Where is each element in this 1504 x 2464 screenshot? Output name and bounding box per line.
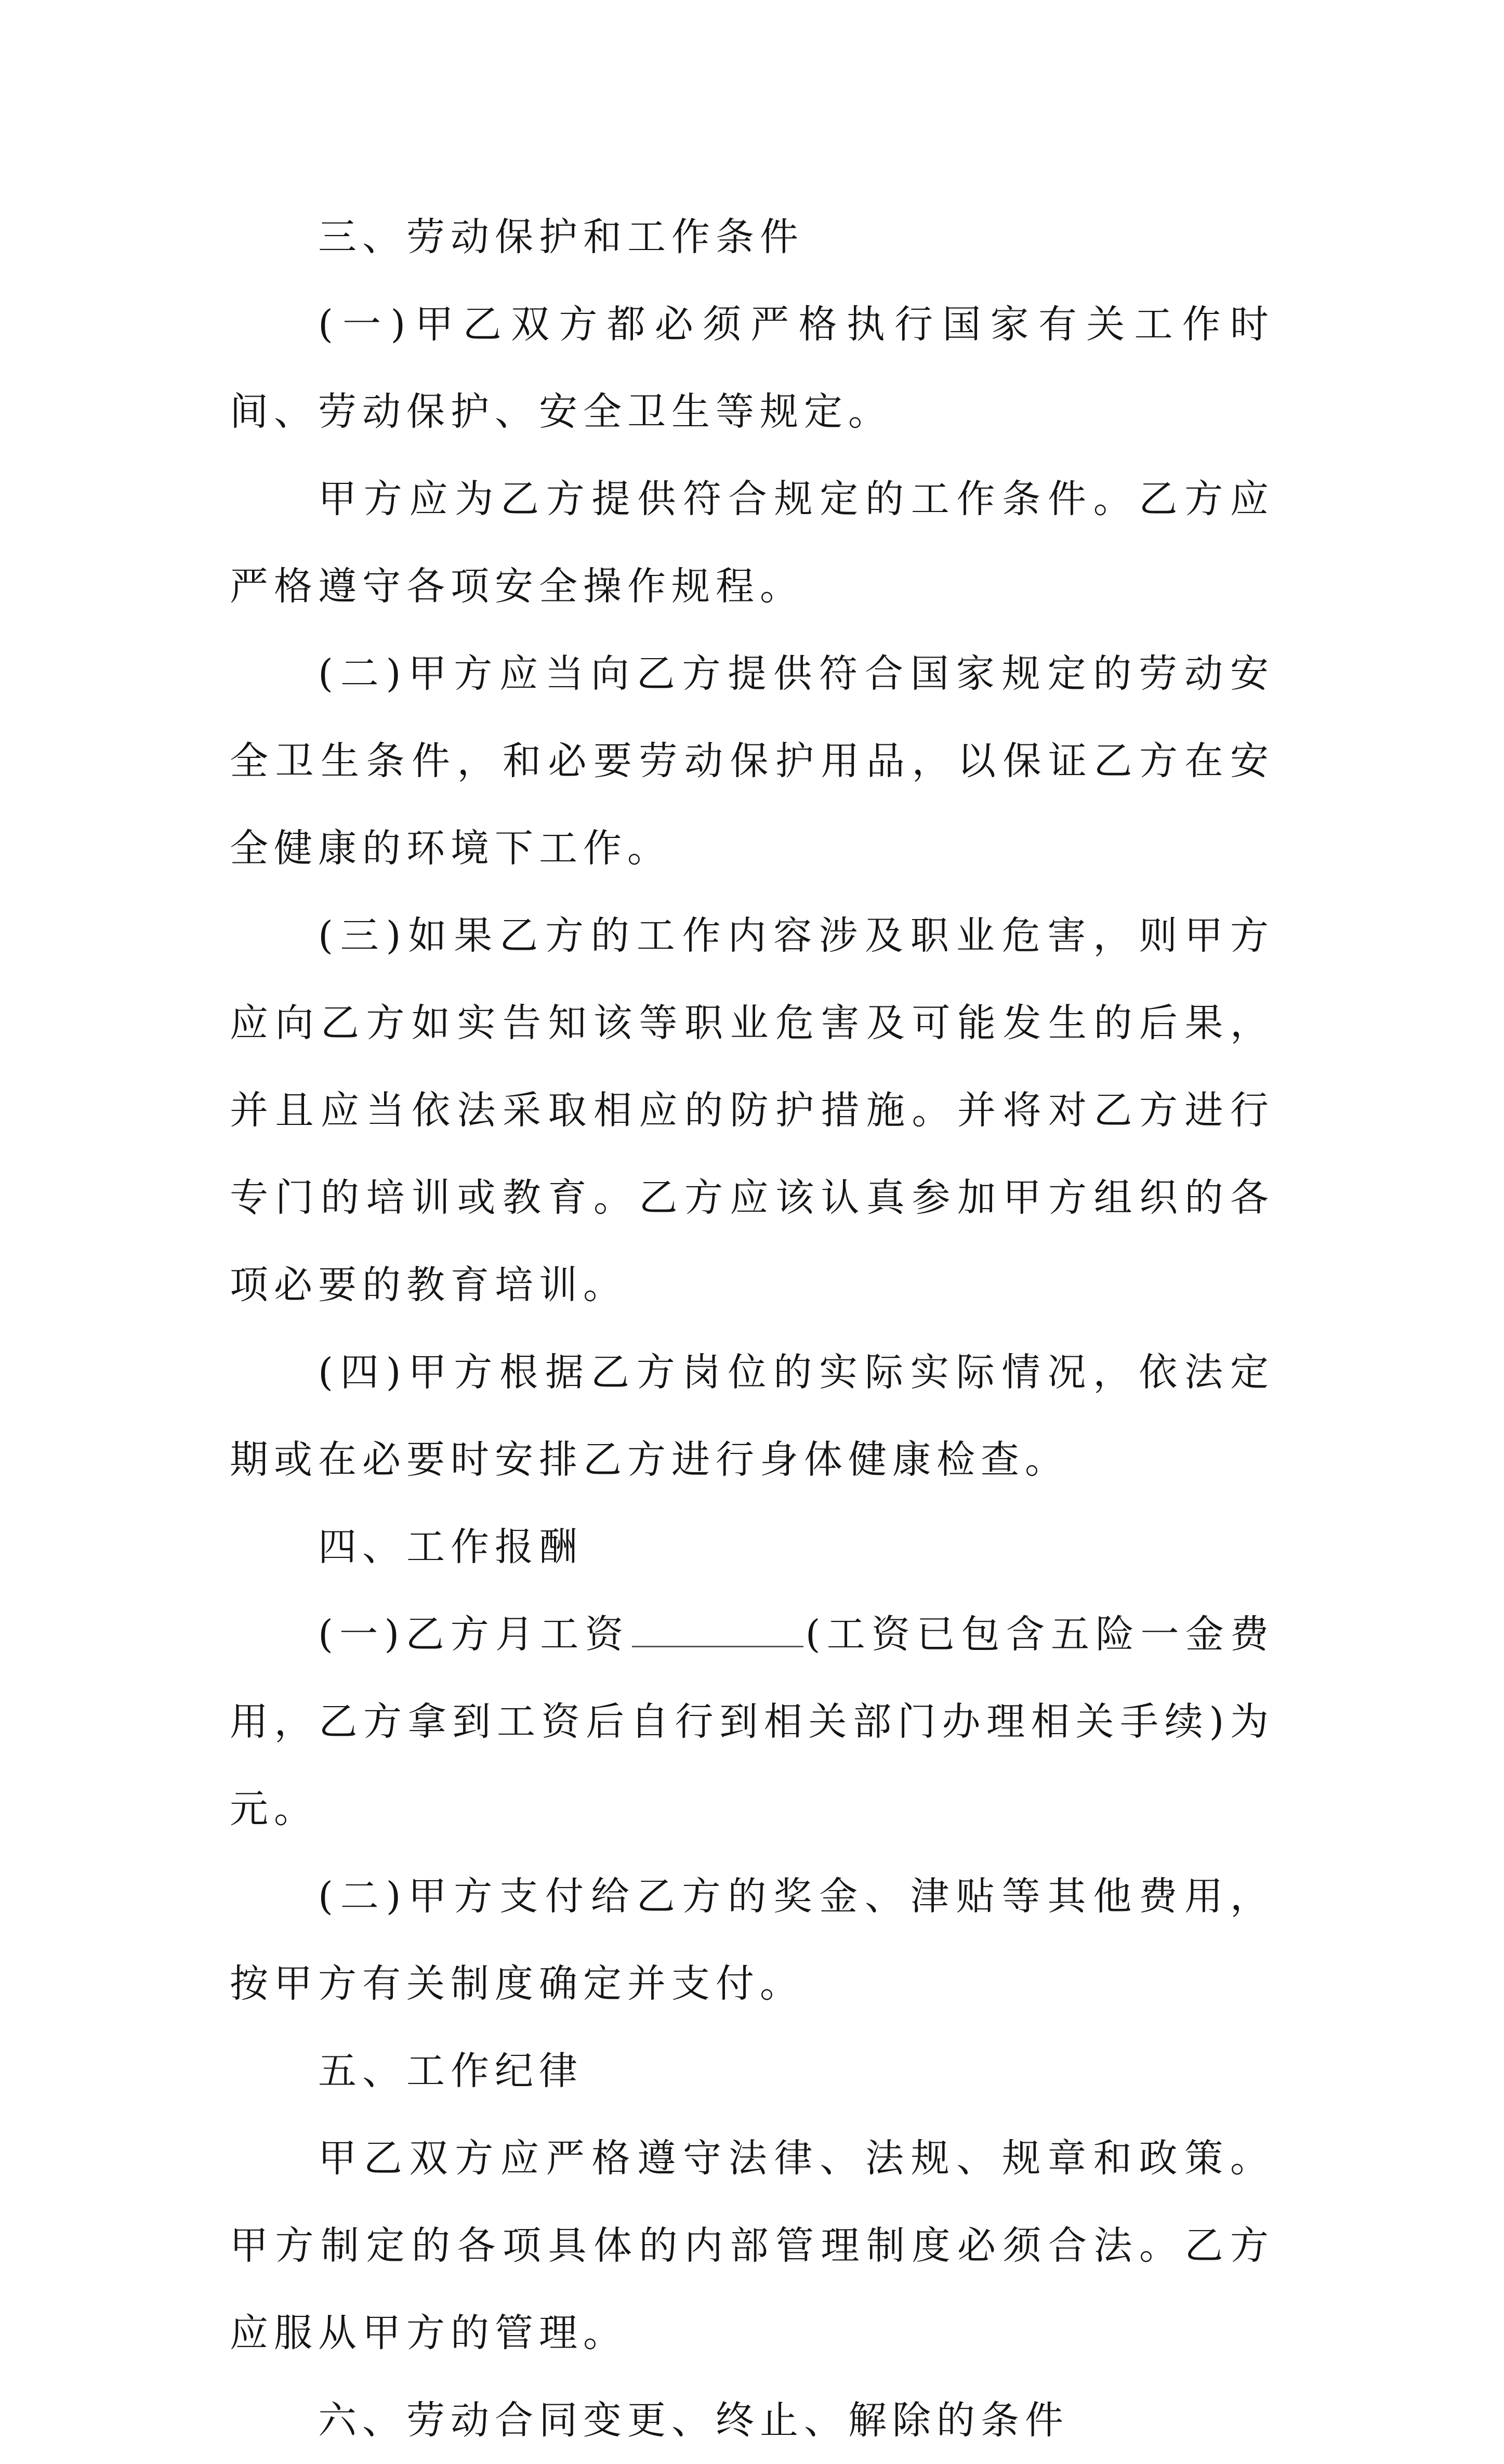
- section-heading-labor-protection: 三、劳动保护和工作条件: [318, 215, 804, 259]
- paragraph: 甲方应为乙方提供符合规定的工作条件。乙方应严格遵守各项安全操作规程。: [230, 477, 1274, 609]
- paragraph: (四)甲方根据乙方岗位的实际实际情况，依法定期或在必要时安排乙方进行身体健康检查。: [230, 1350, 1274, 1482]
- paragraph: (二)甲方支付给乙方的奖金、津贴等其他费用，按甲方有关制度确定并支付。: [230, 1874, 1274, 2006]
- section-heading-contract-change: 六、劳动合同变更、终止、解除的条件: [318, 2398, 1069, 2443]
- salary-text-before: (一)乙方月工资: [318, 1612, 630, 1657]
- paragraph: (三)如果乙方的工作内容涉及职业危害，则甲方应向乙方如实告知该等职业危害及可能发生的后果，并且应当依法采取相应的防护措施。并将对乙方进行专门的培训或教育。乙方应该认真参加甲方组织的各项必要的教育培训。: [230, 913, 1274, 1307]
- paragraph: (一)甲乙双方都必须严格执行国家有关工作时间、劳动保护、安全卫生等规定。: [230, 302, 1274, 434]
- document-body: [230, 193, 1274, 2464]
- paragraph: 甲乙双方应严格遵守法律、法规、规章和政策。甲方制定的各项具体的内部管理制度必须合法。乙方应服从甲方的管理。: [230, 2136, 1274, 2355]
- salary-blank-field: [632, 1615, 803, 1647]
- salary-paragraph: [230, 1591, 1274, 1853]
- salary-text-after: (工资已包含五险一金费用，乙方拿到工资后自行到相关部门办理相关手续)为元。: [230, 1612, 1274, 1831]
- paragraph: (二)甲方应当向乙方提供符合国家规定的劳动安全卫生条件，和必要劳动保护用品，以保证乙方在安全健康的环境下工作。: [230, 651, 1274, 871]
- section-heading-discipline: 五、工作纪律: [318, 2049, 583, 2093]
- section-heading-remuneration: 四、工作报酬: [318, 1525, 583, 1569]
